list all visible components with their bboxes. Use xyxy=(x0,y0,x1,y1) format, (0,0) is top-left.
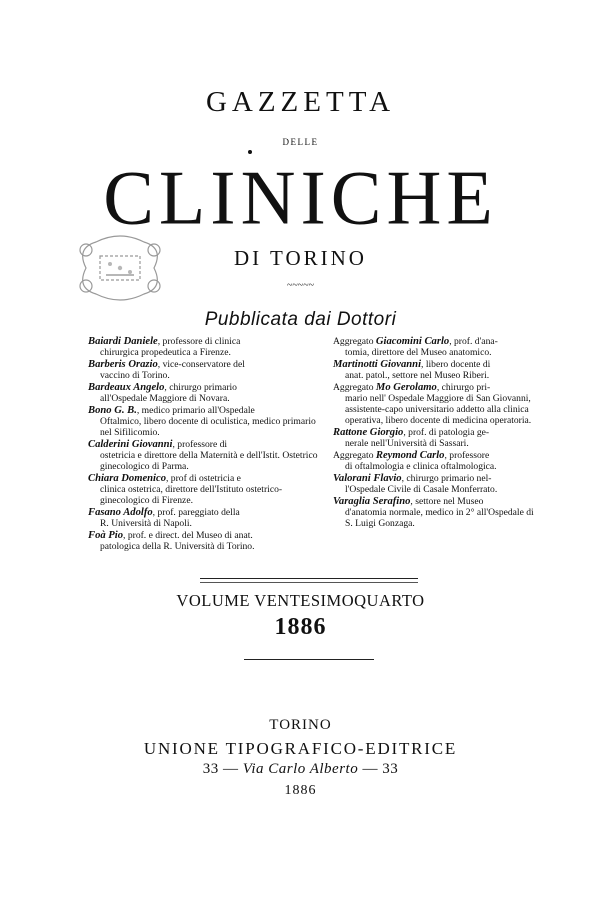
doctor-name: Mo Gerolamo xyxy=(375,381,437,393)
doctor-prefix: Aggregato xyxy=(333,450,376,462)
address-number: 33 — xyxy=(202,761,239,777)
doctor-entry xyxy=(333,336,538,358)
doctor-description-cont: R. Università di Napoli. xyxy=(100,518,192,530)
doctor-description: , libero docente di xyxy=(421,358,491,370)
doctor-description: , medico primario all'Ospedale xyxy=(136,404,255,416)
doctor-description: , chirurgo primario nel- xyxy=(401,472,492,484)
doctor-description: , professore xyxy=(444,450,490,462)
ornament: ~~~~~ xyxy=(286,280,315,291)
doctor-description-cont: anat. patol., settore nel Museo Riberi. xyxy=(345,370,490,382)
address-number: — 33 xyxy=(362,761,399,777)
doctor-description: , vice-conservatore del xyxy=(157,358,245,370)
decorative-dot xyxy=(248,150,252,154)
doctor-description: , professore di clinica xyxy=(157,336,241,347)
doctor-description: , chirurgo pri- xyxy=(436,381,491,393)
doctor-entry xyxy=(333,473,538,495)
divider-bottom xyxy=(244,659,374,660)
doctor-entry xyxy=(333,427,538,449)
doctor-name: Calderini Giovanni xyxy=(88,438,173,450)
journal-title-gazzetta: GAZZETTA xyxy=(205,86,396,118)
doctor-name: Rattone Giorgio xyxy=(333,427,404,439)
doctor-description: , settore nel Museo xyxy=(410,495,484,507)
doctor-entry xyxy=(88,473,326,507)
doctor-name: Reymond Carlo xyxy=(375,450,445,462)
doctor-description: , chirurgo primario xyxy=(164,381,237,393)
doctor-description-cont: ostetricia e direttore della Maternità e dell'Istit. Ostetrico ginecologico di Parma. xyxy=(100,450,318,473)
doctor-description-cont: chirurgica propedeutica a Firenze. xyxy=(100,347,231,359)
volume-year: 1886 xyxy=(274,614,327,640)
divider-top xyxy=(200,578,418,579)
doctor-entry xyxy=(88,507,326,529)
doctor-name: Fasano Adolfo xyxy=(88,507,153,519)
doctor-entry xyxy=(88,359,326,381)
doctor-prefix: Aggregato xyxy=(333,381,376,393)
doctor-description: , prof. pareggiato della xyxy=(152,507,240,519)
doctor-description-cont: patologica della R. Università di Torino. xyxy=(100,541,255,553)
doctor-entry xyxy=(333,359,538,381)
doctor-description-cont: tomia, direttore del Museo anatomico. xyxy=(345,347,492,359)
imprint-year: 1886 xyxy=(284,783,317,798)
doctor-entry xyxy=(333,450,538,472)
doctor-name: Chiara Domenico xyxy=(88,472,166,484)
doctor-name: Varaglia Serafino xyxy=(333,495,411,507)
imprint-address xyxy=(0,761,601,778)
doctor-description: , prof. e direct. del Museo di anat. xyxy=(123,529,253,541)
doctor-entry xyxy=(88,530,326,552)
journal-title-cliniche: CLINICHE xyxy=(103,155,498,241)
imprint-city: TORINO xyxy=(269,717,332,733)
address-street: Via Carlo Alberto xyxy=(242,761,359,777)
doctor-description-cont: all'Ospedale Maggiore di Novara. xyxy=(100,393,230,405)
doctor-description-cont: mario nell' Ospedale Maggiore di San Giovanni, assistente-capo universitario addetto alla clinica operativa, libero docente di medicina operatoria. xyxy=(345,393,532,427)
doctor-description-cont: Oftalmico, libero docente di oculistica, medico primario nel Sifilicomio. xyxy=(100,415,316,439)
doctor-description: , prof. d'ana- xyxy=(449,336,498,347)
doctor-name: Martinotti Giovanni xyxy=(333,358,422,370)
volume-label: VOLUME VENTESIMOQUARTO xyxy=(176,591,425,610)
journal-title-di-torino: DI TORINO xyxy=(234,246,367,270)
doctor-entry xyxy=(88,336,326,358)
doctor-entry xyxy=(88,405,326,439)
doctor-description-cont: vaccino di Torino. xyxy=(100,370,170,382)
doctor-description-cont: nerale nell'Università di Sassari. xyxy=(345,438,469,450)
doctor-name: Valorani Flavio xyxy=(333,472,402,484)
doctors-list-left xyxy=(88,336,326,553)
doctor-name: Barberis Orazio xyxy=(88,358,158,370)
imprint-publisher: UNIONE TIPOGRAFICO-EDITRICE xyxy=(143,739,458,758)
doctor-description: , professore di xyxy=(172,438,228,450)
published-by-heading: Pubblicata dai Dottori xyxy=(204,309,397,330)
doctor-description-cont: d'anatomia normale, medico in 2° all'Ospedale di S. Luigi Gonzaga. xyxy=(345,507,534,530)
doctor-name: Baiardi Daniele xyxy=(88,336,158,347)
doctor-name: Giacomini Carlo xyxy=(375,336,450,347)
doctor-description-cont: l'Ospedale Civile di Casale Monferrato. xyxy=(345,484,498,496)
doctor-entry xyxy=(333,382,538,427)
doctor-name: Bono G. B. xyxy=(88,404,137,416)
doctor-entry xyxy=(88,382,326,404)
doctor-description: , prof di ostetricia e xyxy=(166,472,241,484)
doctor-entry xyxy=(333,496,538,530)
doctor-description-cont: di oftalmologia e clinica oftalmologica. xyxy=(345,461,497,473)
divider-top-thin xyxy=(200,582,418,583)
doctor-name: Foà Pio xyxy=(88,529,124,541)
doctors-list-right xyxy=(333,336,538,530)
journal-title-delle: DELLE xyxy=(282,137,319,147)
doctor-description: , prof. di patologia ge- xyxy=(403,427,490,439)
doctor-name: Bardeaux Angelo xyxy=(88,381,165,393)
doctor-prefix: Aggregato xyxy=(333,336,376,347)
doctor-description-cont: clinica ostetrica, direttore dell'Istituto ostetrico-ginecologico di Firenze. xyxy=(100,484,283,507)
doctor-entry xyxy=(88,439,326,473)
